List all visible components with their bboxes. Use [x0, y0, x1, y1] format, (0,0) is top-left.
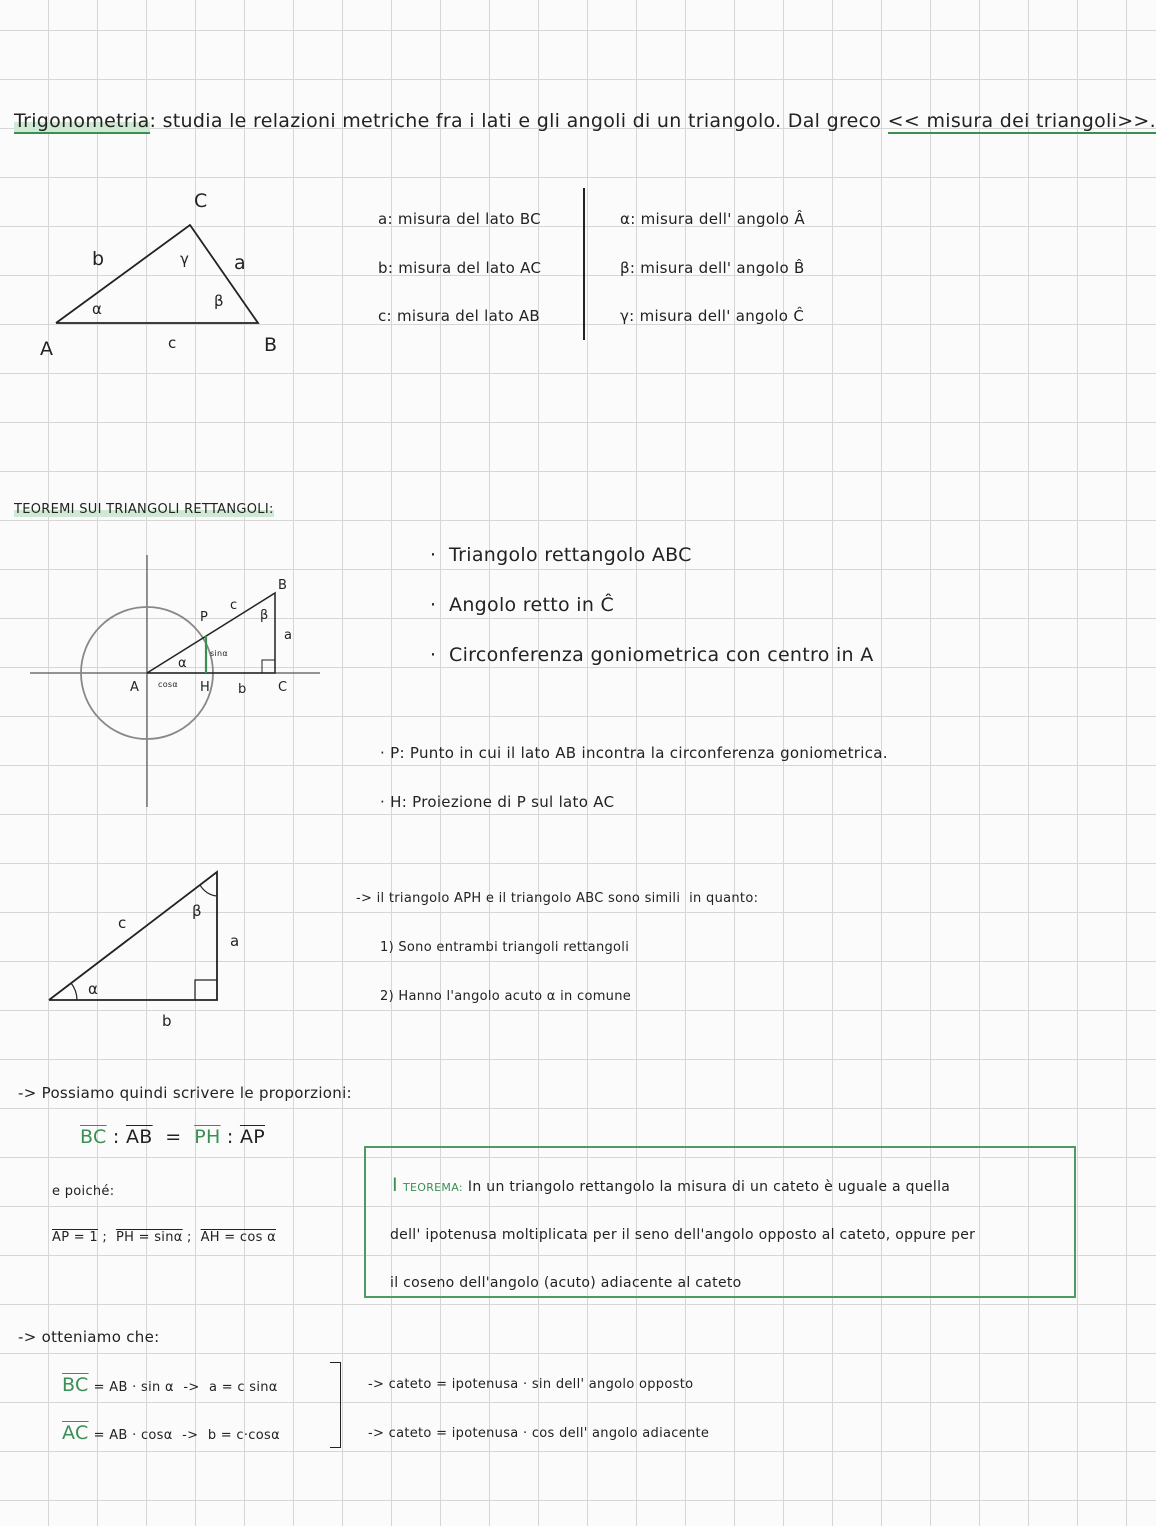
proportions-intro: -> Possiamo quindi scrivere le proporzioni: — [18, 1084, 352, 1102]
tri2-side-a: a — [230, 932, 240, 950]
circle-label-c-vertex: C — [278, 680, 288, 695]
angle-gamma-label: γ — [180, 250, 190, 268]
def-side-b: b: misura del lato AC — [378, 259, 542, 277]
bullet-triangle: · Triangolo rettangolo ABC — [430, 544, 692, 566]
result-bracket — [330, 1362, 341, 1448]
result-intro: -> otteniamo che: — [18, 1328, 160, 1346]
intro-etymology: << misura dei triangoli>>. — [887, 110, 1156, 132]
def-angle-gamma: γ: misura dell' angolo Ĉ — [620, 307, 805, 325]
tri2-side-b: b — [162, 1012, 172, 1030]
side-b-label: b — [92, 248, 105, 270]
result-row-1: $\overline{BC}$ = AB · sin α -> a = c sinα — [62, 1374, 278, 1396]
circle-label-p: P — [200, 610, 209, 625]
vertex-b: B — [264, 334, 278, 356]
def-side-c: c: misura del lato AB — [378, 307, 541, 325]
tri2-side-c: c — [118, 914, 127, 932]
circle-label-a-side: a — [284, 628, 293, 643]
vertex-a: A — [40, 338, 54, 360]
theorem-line-3: il coseno dell'angolo (acuto) adiacente al cateto — [390, 1275, 742, 1291]
bullet-right-angle: · Angolo retto in Ĉ — [430, 594, 615, 616]
circle-label-a: A — [130, 680, 140, 695]
circle-label-c-side: c — [230, 598, 238, 613]
similarity-reason-2: 2) Hanno l'angolo acuto α in comune — [380, 989, 632, 1004]
circle-label-b-side: b — [238, 682, 247, 697]
circle-label-sin: sinα — [210, 649, 228, 658]
angle-beta-label: β — [214, 292, 224, 310]
rule-adjacent: -> cateto = ipotenusa · cos dell' angolo adiacente — [368, 1426, 710, 1441]
similarity-intro: -> il triangolo APH e il triangolo ABC sono simili in quanto: — [356, 891, 759, 906]
theorem-line-2: dell' ipotenusa moltiplicata per il seno dell'angolo opposto al cateto, oppure per — [390, 1227, 976, 1243]
vertex-c: C — [194, 190, 208, 212]
section-title: TEOREMI SUI TRIANGOLI RETTANGOLI: — [14, 502, 274, 517]
values-line: AP = 1 ; PH = sinα ; AH = cos α — [52, 1230, 277, 1245]
intro-definition: : studia le relazioni metriche fra i lati e gli angoli di un triangolo. Dal greco — [149, 110, 882, 132]
intro-line — [14, 110, 1156, 132]
side-c-label: c — [168, 334, 177, 352]
right-triangle-diagram — [40, 866, 240, 1006]
def-angle-alpha: α: misura dell' angolo Â — [620, 210, 805, 228]
side-a-label: a — [234, 252, 246, 274]
definitions-divider — [583, 188, 585, 340]
bullet-circle: · Circonferenza goniometrica con centro in A — [430, 644, 874, 666]
circle-label-alpha: α — [178, 656, 187, 671]
since-label: e poiché: — [52, 1184, 115, 1199]
proportion-equation: $\overline{BC}$ : $\overline{AB} = \overline{PH}$ : $\overline{AP}$ — [80, 1126, 265, 1148]
theorem-line-1: I TEOREMA: In un triangolo rettangolo la misura di un cateto è uguale a quella — [392, 1174, 951, 1196]
circle-label-cos: cosα — [158, 680, 178, 689]
circle-label-b: B — [278, 578, 288, 593]
tri2-angle-beta: β — [192, 902, 202, 920]
result-row-2: $\overline{AC}$ = AB · cosα -> b = c·cosα — [62, 1422, 280, 1444]
def-side-a: a: misura del lato BC — [378, 210, 541, 228]
circle-label-h: H — [200, 680, 211, 695]
angle-alpha-label: α — [92, 300, 103, 318]
circle-label-beta: β — [260, 608, 269, 623]
def-angle-beta: β: misura dell' angolo B̂ — [620, 259, 805, 277]
similarity-reason-1: 1) Sono entrambi triangoli rettangoli — [380, 940, 630, 955]
tri2-angle-alpha: α — [88, 980, 99, 998]
point-h-def: · H: Proiezione di P sul lato AC — [380, 793, 615, 811]
rule-opposite: -> cateto = ipotenusa · sin dell' angolo opposto — [368, 1377, 694, 1392]
triangle-diagram — [30, 180, 350, 380]
point-p-def: · P: Punto in cui il lato AB incontra la circonferenza goniometrica. — [380, 744, 888, 762]
term-trigonometria: Trigonometria — [14, 110, 150, 132]
